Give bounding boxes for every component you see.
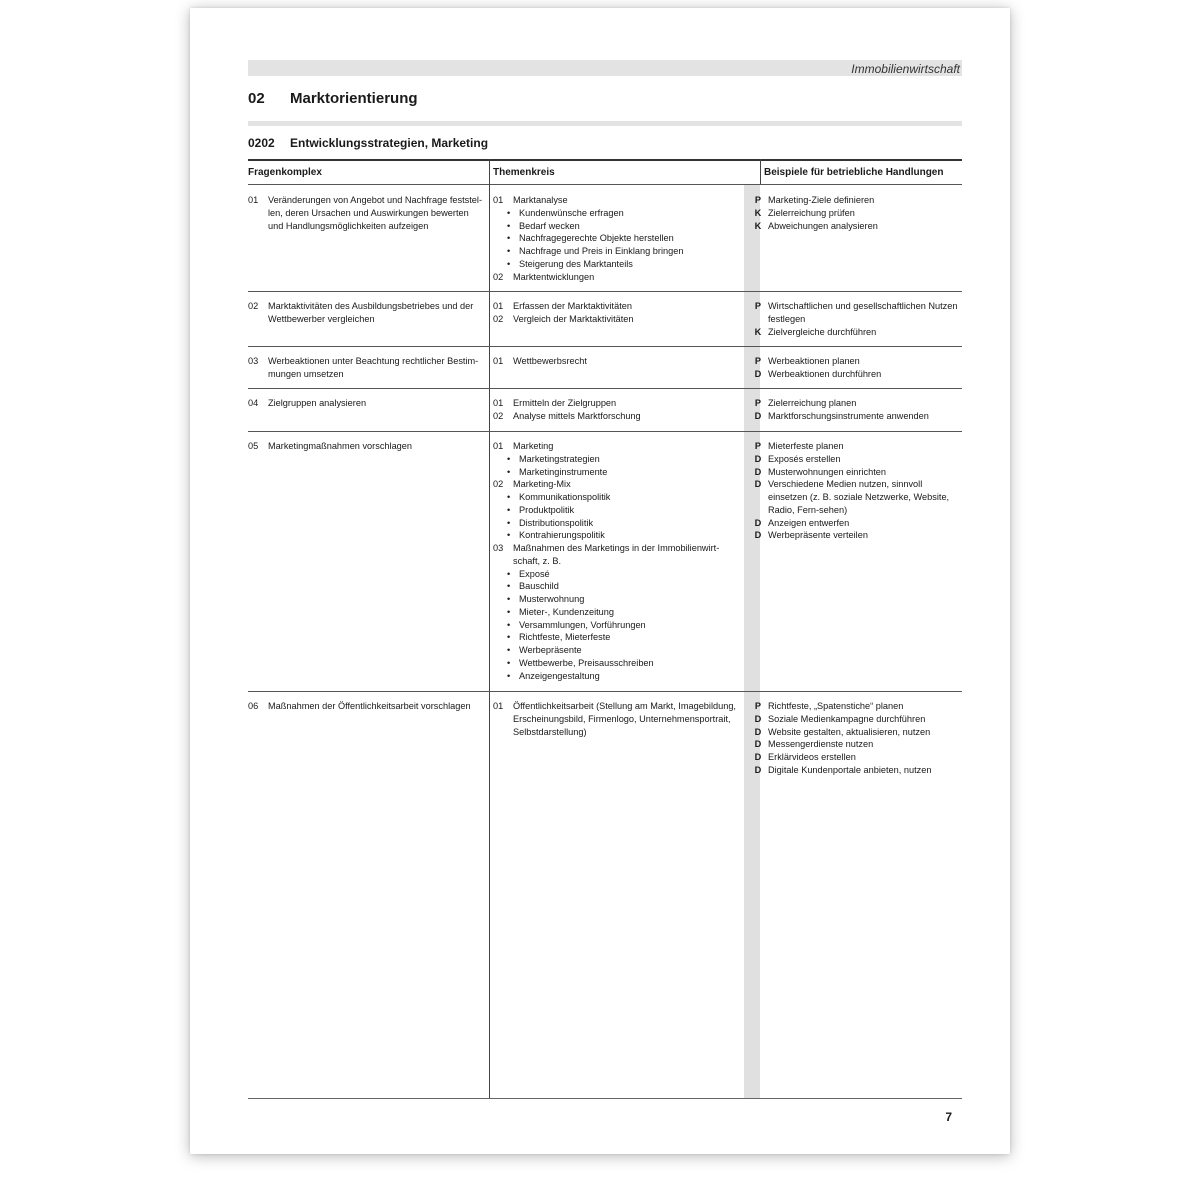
- action-item: [754, 326, 962, 339]
- topic-item: [493, 313, 739, 326]
- action-code: P: [754, 398, 762, 408]
- bullet-text: Werbepräsente: [519, 645, 582, 655]
- action-code: D: [754, 752, 762, 762]
- action-item: [754, 440, 962, 453]
- bullet-text: Nachfragegerechte Objekte herstellen: [519, 233, 674, 244]
- topic-text: Erfassen der Marktaktivitäten: [513, 301, 632, 311]
- topic-bullet: [493, 657, 739, 670]
- topic-text: Maßnahmen des Marketings in der Immobilienwirt-schaft, z. B.: [513, 543, 720, 566]
- row-divider: [248, 691, 962, 692]
- action-item: [754, 751, 962, 764]
- bullet-icon: •: [507, 530, 511, 541]
- bullet-icon: •: [507, 568, 511, 579]
- action-text: Anzeigen entwerfen: [768, 517, 850, 528]
- action-item: [754, 410, 962, 423]
- bullet-icon: •: [507, 645, 511, 655]
- bullet-icon: •: [507, 606, 511, 617]
- action-cell: [754, 355, 962, 381]
- topic-bullet: [493, 207, 739, 220]
- bullet-text: Wettbewerbe, Preisausschreiben: [519, 657, 654, 668]
- question-text: Werbeaktionen unter Beachtung rechtlicher Bestim-mungen umsetzen: [268, 356, 479, 379]
- action-code: K: [754, 207, 762, 218]
- action-code: D: [754, 739, 762, 750]
- topic-item: [493, 410, 739, 423]
- row-divider: [248, 431, 962, 432]
- column-header-beispiele: Beispiele für betriebliche Handlungen: [764, 167, 944, 178]
- question-text: Zielgruppen analysieren: [268, 398, 367, 408]
- bullet-icon: •: [507, 594, 511, 604]
- topic-item: [493, 478, 739, 491]
- action-text: Marketing-Ziele definieren: [768, 195, 875, 205]
- bullet-text: Steigerung des Marktanteils: [519, 258, 633, 269]
- action-code: D: [754, 517, 762, 528]
- action-item: [754, 764, 962, 777]
- question-text: Maßnahmen der Öffentlichkeitsarbeit vorschlagen: [268, 701, 471, 711]
- topic-item: [493, 355, 739, 368]
- question-number: 06: [248, 701, 259, 711]
- topic-number: 02: [493, 479, 504, 490]
- question-cell: [248, 397, 486, 410]
- action-code: D: [754, 410, 762, 421]
- bullet-text: Bauschild: [519, 581, 559, 592]
- topic-item: [493, 271, 739, 284]
- bullet-icon: •: [507, 492, 511, 502]
- section-bar: [248, 121, 962, 126]
- chapter-title: Marktorientierung: [290, 90, 418, 107]
- topic-bullet: [493, 568, 739, 581]
- action-code: P: [754, 301, 762, 311]
- table-header-rule: [248, 184, 962, 185]
- action-item: [754, 726, 962, 739]
- action-item: [754, 517, 962, 530]
- bullet-icon: •: [507, 233, 511, 244]
- bullet-text: Versammlungen, Vorführungen: [519, 619, 646, 630]
- bullet-icon: •: [507, 207, 511, 218]
- topic-cell: [493, 397, 739, 423]
- row-divider: [248, 388, 962, 389]
- action-item: [754, 300, 962, 326]
- action-text: Werbeaktionen durchführen: [768, 368, 882, 379]
- action-code: D: [754, 726, 762, 737]
- topic-number: 01: [493, 301, 504, 311]
- question-cell: [248, 700, 486, 713]
- column-header-themenkreis: Themenkreis: [493, 167, 555, 178]
- action-cell: [754, 440, 962, 542]
- bullet-icon: •: [507, 517, 511, 528]
- bullet-text: Kommunikationspolitik: [519, 492, 611, 502]
- topic-cell: [493, 355, 739, 368]
- question-number: 03: [248, 356, 259, 366]
- topic-item: [493, 194, 739, 207]
- action-code: D: [754, 713, 762, 724]
- topic-number: 02: [493, 271, 504, 282]
- bullet-icon: •: [507, 246, 511, 256]
- topic-item: [493, 397, 739, 410]
- action-item: [754, 194, 962, 207]
- action-text: Soziale Medienkampagne durchführen: [768, 713, 926, 724]
- topic-text: Marktentwicklungen: [513, 271, 595, 282]
- action-text: Zielerreichung planen: [768, 398, 857, 408]
- bullet-icon: •: [507, 220, 511, 231]
- topic-bullet: [493, 529, 739, 542]
- action-item: [754, 368, 962, 381]
- action-text: Erklärvideos erstellen: [768, 752, 856, 762]
- question-number: 04: [248, 398, 259, 408]
- topic-text: Öffentlichkeitsarbeit (Stellung am Markt, Imagebildung, Erscheinungsbild, Firmenlogo, Unternehmensportrait, Selbstdarstellung): [513, 701, 736, 737]
- action-text: Verschiedene Medien nutzen, sinnvoll einsetzen (z. B. soziale Netzwerke, Website, Radio, Fern-sehen): [768, 479, 950, 515]
- action-text: Messengerdienste nutzen: [768, 739, 874, 750]
- action-text: Musterwohnungen einrichten: [768, 466, 886, 477]
- column-divider-2: [760, 159, 761, 184]
- topic-number: 01: [493, 701, 504, 711]
- bullet-icon: •: [507, 453, 511, 464]
- action-item: [754, 478, 962, 516]
- bullet-icon: •: [507, 632, 511, 643]
- bullet-text: Richtfeste, Mieterfeste: [519, 632, 611, 643]
- action-text: Abweichungen analysieren: [768, 220, 878, 231]
- bullet-icon: •: [507, 657, 511, 668]
- topic-number: 01: [493, 195, 504, 205]
- bullet-text: Musterwohnung: [519, 594, 585, 604]
- topic-text: Analyse mittels Marktforschung: [513, 410, 641, 421]
- question-cell: [248, 440, 486, 453]
- column-divider-1: [489, 159, 490, 1098]
- topic-bullet: [493, 220, 739, 233]
- bullet-icon: •: [507, 258, 511, 269]
- table-top-rule: [248, 159, 962, 161]
- action-code: D: [754, 466, 762, 477]
- action-code: D: [754, 368, 762, 379]
- action-cell: [754, 397, 962, 423]
- action-item: [754, 453, 962, 466]
- action-item: [754, 397, 962, 410]
- action-cell: [754, 300, 962, 338]
- action-text: Marktforschungsinstrumente anwenden: [768, 410, 929, 421]
- topic-bullet: [493, 631, 739, 644]
- action-item: [754, 207, 962, 220]
- action-item: [754, 355, 962, 368]
- action-code: P: [754, 195, 762, 205]
- action-text: Zielvergleiche durchführen: [768, 326, 877, 337]
- topic-bullet: [493, 644, 739, 657]
- topic-bullet: [493, 580, 739, 593]
- question-text: Marktaktivitäten des Ausbildungsbetriebes und der Wettbewerber vergleichen: [268, 301, 474, 324]
- question-number: 01: [248, 195, 259, 205]
- topic-cell: [493, 300, 739, 326]
- action-code: D: [754, 764, 762, 775]
- action-code: D: [754, 479, 762, 490]
- bullet-icon: •: [507, 619, 511, 630]
- topic-bullet: [493, 232, 739, 245]
- bullet-text: Kontrahierungspolitik: [519, 530, 605, 541]
- action-text: Digitale Kundenportale anbieten, nutzen: [768, 764, 932, 775]
- question-cell: [248, 300, 486, 326]
- section-title: Entwicklungsstrategien, Marketing: [290, 136, 489, 150]
- bullet-text: Marketinginstrumente: [519, 466, 608, 477]
- topic-number: 01: [493, 398, 504, 408]
- action-code: K: [754, 326, 762, 337]
- topic-cell: [493, 440, 739, 682]
- topic-bullet: [493, 593, 739, 606]
- topic-text: Ermitteln der Zielgruppen: [513, 398, 617, 408]
- topic-text: Wettbewerbsrecht: [513, 356, 587, 366]
- topic-number: 01: [493, 441, 504, 451]
- topic-bullet: [493, 517, 739, 530]
- question-text: Marketingmaßnahmen vorschlagen: [268, 441, 413, 451]
- topic-text: Marketing-Mix: [513, 479, 571, 490]
- action-text: Zielerreichung prüfen: [768, 207, 855, 218]
- chapter-number: 02: [248, 90, 265, 107]
- topic-cell: [493, 194, 739, 283]
- action-code: P: [754, 701, 762, 711]
- topic-bullet: [493, 670, 739, 683]
- topic-bullet: [493, 491, 739, 504]
- topic-cell: [493, 700, 739, 738]
- action-item: [754, 529, 962, 542]
- topic-bullet: [493, 619, 739, 632]
- topic-bullet: [493, 453, 739, 466]
- page-number: 7: [945, 1110, 952, 1124]
- running-title: Immobilienwirtschaft: [851, 62, 960, 76]
- bullet-icon: •: [507, 670, 511, 681]
- section-number: 0202: [248, 136, 275, 150]
- bullet-text: Kundenwünsche erfragen: [519, 207, 624, 218]
- topic-number: 02: [493, 313, 504, 324]
- topic-item: [493, 542, 739, 568]
- action-text: Website gestalten, aktualisieren, nutzen: [768, 726, 931, 737]
- action-cell: [754, 700, 962, 777]
- topic-bullet: [493, 606, 739, 619]
- topic-item: [493, 300, 739, 313]
- topic-number: 01: [493, 356, 504, 366]
- action-code: D: [754, 530, 762, 541]
- question-number: 02: [248, 301, 259, 311]
- topic-item: [493, 700, 739, 738]
- action-text: Werbeaktionen planen: [768, 356, 860, 366]
- action-item: [754, 700, 962, 713]
- topic-bullet: [493, 504, 739, 517]
- bullet-text: Bedarf wecken: [519, 220, 580, 231]
- action-item: [754, 713, 962, 726]
- question-text: Veränderungen von Angebot und Nachfrage feststel-len, deren Ursachen und Auswirkungen bewerten und Handlungsmöglichkeiten aufzeigen: [268, 195, 483, 231]
- action-code: K: [754, 220, 762, 231]
- bullet-text: Distributionspolitik: [519, 517, 594, 528]
- action-text: Wirtschaftlichen und gesellschaftlichen Nutzen festlegen: [768, 301, 958, 324]
- bullet-text: Produktpolitik: [519, 504, 575, 515]
- question-number: 05: [248, 441, 259, 451]
- column-header-fragenkomplex: Fragenkomplex: [248, 167, 322, 178]
- action-text: Exposés erstellen: [768, 453, 841, 464]
- bullet-text: Marketingstrategien: [519, 453, 600, 464]
- bullet-text: Nachfrage und Preis in Einklang bringen: [519, 246, 684, 256]
- topic-item: [493, 440, 739, 453]
- table-bottom-rule: [248, 1098, 962, 1099]
- question-cell: [248, 355, 486, 381]
- action-cell: [754, 194, 962, 232]
- topic-number: 02: [493, 410, 504, 421]
- bullet-text: Anzeigengestaltung: [519, 670, 600, 681]
- topic-text: Vergleich der Marktaktivitäten: [513, 313, 634, 324]
- action-item: [754, 466, 962, 479]
- question-cell: [248, 194, 486, 232]
- action-code: D: [754, 453, 762, 464]
- topic-text: Marketing: [513, 441, 554, 451]
- topic-number: 03: [493, 543, 504, 553]
- action-text: Richtfeste, „Spatenstiche“ planen: [768, 701, 904, 711]
- bullet-icon: •: [507, 466, 511, 477]
- topic-bullet: [493, 245, 739, 258]
- row-divider: [248, 291, 962, 292]
- document-page: [190, 8, 1010, 1154]
- bullet-icon: •: [507, 504, 511, 515]
- action-text: Werbepräsente verteilen: [768, 530, 868, 541]
- action-code: P: [754, 356, 762, 366]
- action-item: [754, 220, 962, 233]
- action-code: P: [754, 441, 762, 451]
- row-divider: [248, 346, 962, 347]
- bullet-text: Exposé: [519, 568, 550, 579]
- action-text: Mieterfeste planen: [768, 441, 844, 451]
- bullet-text: Mieter-, Kundenzeitung: [519, 606, 614, 617]
- topic-text: Marktanalyse: [513, 195, 568, 205]
- bullet-icon: •: [507, 581, 511, 592]
- topic-bullet: [493, 258, 739, 271]
- topic-bullet: [493, 466, 739, 479]
- action-item: [754, 738, 962, 751]
